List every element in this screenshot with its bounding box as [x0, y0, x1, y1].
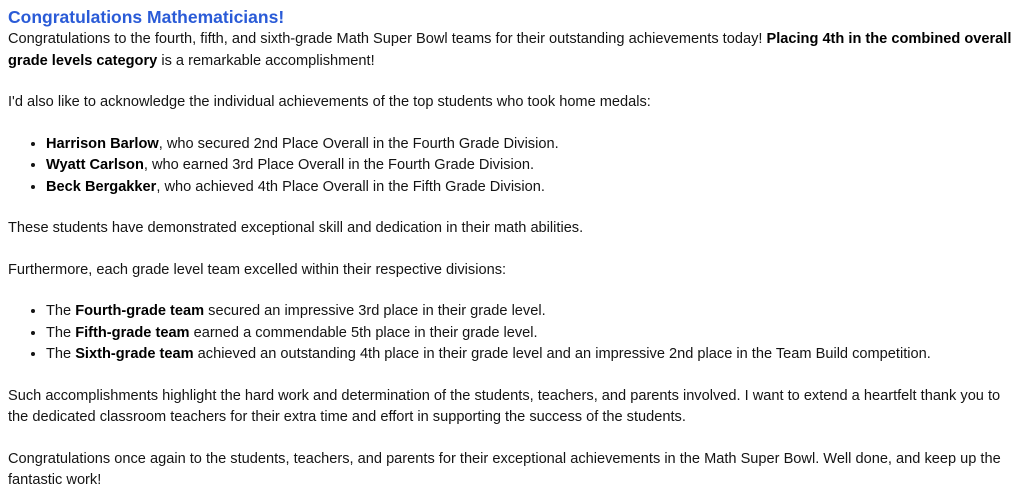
intro-text-end: is a remarkable accomplishment!	[157, 52, 375, 69]
list-item	[46, 344, 1016, 366]
team-name: Fifth-grade team	[75, 324, 190, 341]
acknowledge-paragraph: I'd also like to acknowledge the individual achievements of the top students who took home medals:	[8, 94, 651, 110]
page-title: Congratulations Mathematicians!	[8, 7, 285, 27]
team-prefix: The	[46, 324, 76, 341]
team-prefix: The	[46, 303, 76, 319]
intro-highlight: Placing 4th in the combined overall grade levels category	[8, 31, 1012, 69]
list-item	[46, 301, 1016, 323]
closing-paragraph: Congratulations once again to the students, teachers, and parents for their exceptional achievements in the Math Super Bowl. Well done, and keep up the fantastic work!	[8, 450, 1001, 488]
teams-intro-paragraph: Furthermore, each grade level team excelled within their respective divisions:	[8, 261, 507, 278]
list-item	[46, 134, 1016, 156]
medalist-list	[8, 134, 1016, 199]
student-name: Harrison Barlow	[46, 135, 159, 152]
skill-paragraph: These students have demonstrated exceptional skill and dedication in their math abilities.	[8, 220, 584, 236]
student-detail: , who earned 3rd Place Overall in the Fourth Grade Division.	[143, 157, 535, 173]
team-name: Fourth-grade team	[75, 303, 205, 319]
list-item	[46, 155, 1016, 177]
team-detail: earned a commendable 5th place in their grade level.	[189, 324, 538, 341]
intro-paragraph	[8, 29, 1016, 72]
student-name: Beck Bergakker	[46, 178, 157, 195]
student-name: Wyatt Carlson	[46, 157, 144, 173]
team-prefix: The	[46, 346, 76, 362]
thanks-paragraph: Such accomplishments highlight the hard work and determination of the students, teachers, and parents involved. I want to extend a heartfelt thank you to the dedicated classroom teachers for their extra time and effort in supporting the success of the students.	[8, 387, 1001, 425]
team-detail: achieved an outstanding 4th place in their grade level and an impressive 2nd place in the Team Build competition.	[193, 346, 931, 362]
team-name: Sixth-grade team	[75, 346, 194, 362]
team-detail: secured an impressive 3rd place in their grade level.	[204, 303, 546, 319]
list-item	[46, 177, 1016, 199]
intro-text: Congratulations to the fourth, fifth, and sixth-grade Math Super Bowl teams for their outstanding achievements today!	[8, 31, 767, 47]
student-detail: , who achieved 4th Place Overall in the Fifth Grade Division.	[156, 178, 545, 195]
team-list	[8, 301, 1016, 366]
student-detail: , who secured 2nd Place Overall in the Fourth Grade Division.	[158, 135, 559, 152]
list-item	[46, 323, 1016, 345]
